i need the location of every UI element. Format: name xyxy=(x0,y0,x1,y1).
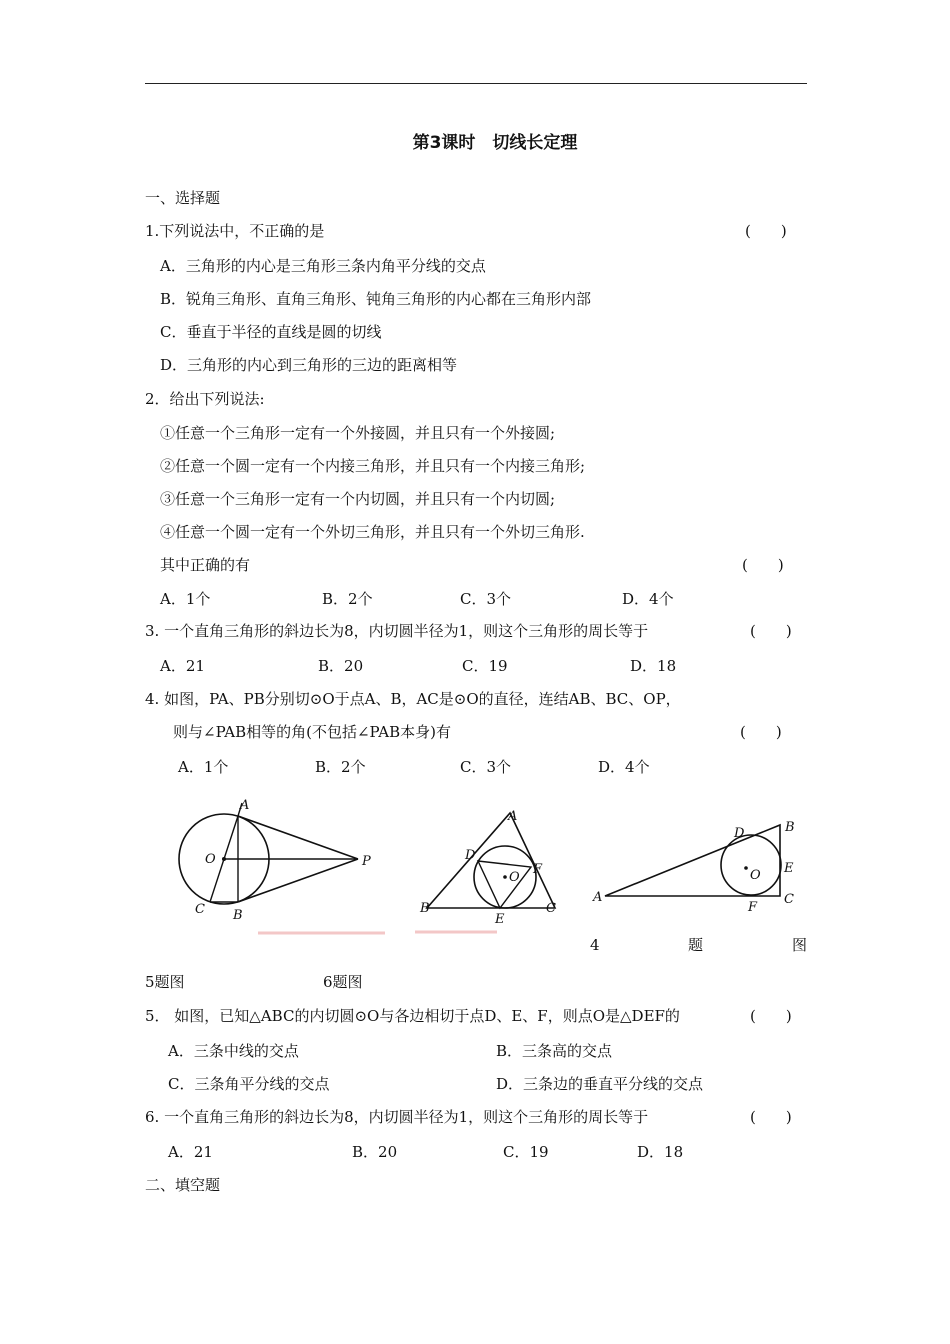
label-o: O xyxy=(509,870,520,885)
q6-answer-paren: ( ) xyxy=(750,1108,792,1126)
q3-stem: 3. 一个直角三角形的斜边长为8，内切圆半径为1，则这个三角形的周长等于 xyxy=(145,622,649,640)
label-b: B xyxy=(785,820,795,835)
q6-option-a: A．21 xyxy=(168,1143,213,1161)
label-e: E xyxy=(784,861,794,876)
q4-stem-line1: 4. 如图，PA、PB分别切⊙O于点A、B，AC是⊙O的直径，连结AB、BC、OP， xyxy=(145,690,681,708)
q2-option-d: D．4个 xyxy=(622,590,674,608)
q3-option-b: B．20 xyxy=(318,657,364,675)
caption-4-ti: 题 xyxy=(688,936,704,954)
figure-right-triangle-incircle xyxy=(588,815,808,915)
q6-option-b: B．20 xyxy=(352,1143,398,1161)
q1-option-b: B．锐角三角形、直角三角形、钝角三角形的内心都在三角形内部 xyxy=(160,290,592,308)
caption-4-num: 4 xyxy=(590,936,600,954)
q1-option-c: C．垂直于半径的直线是圆的切线 xyxy=(160,323,382,341)
header-rule xyxy=(145,83,807,84)
q5-stem: 5． 如图，已知△ABC的内切圆⊙O与各边相切于点D、E、F，则点O是△DEF的 xyxy=(145,1007,680,1025)
label-p: P xyxy=(362,854,371,869)
q2-option-a: A．1个 xyxy=(160,590,211,608)
q4-option-d: D．4个 xyxy=(598,758,650,776)
caption-5: 5题图 xyxy=(145,973,185,991)
label-e: E xyxy=(495,912,505,927)
q4-answer-paren: ( ) xyxy=(740,723,782,741)
label-o: O xyxy=(750,868,761,883)
lesson-title: 第3课时 切线长定理 xyxy=(412,133,578,153)
q6-option-c: C．19 xyxy=(503,1143,549,1161)
label-d: D xyxy=(465,848,476,863)
q4-option-c: C．3个 xyxy=(460,758,512,776)
q2-statement-4: ④任意一个圆一定有一个外切三角形，并且只有一个外切三角形. xyxy=(160,523,585,541)
label-c: C xyxy=(784,892,794,907)
label-f: F xyxy=(748,900,758,915)
q1-answer-paren: ( ) xyxy=(745,222,787,240)
center-dot xyxy=(222,857,226,861)
q5-option-b: B．三条高的交点 xyxy=(496,1042,613,1060)
q2-statement-1: ①任意一个三角形一定有一个外接圆，并且只有一个外接圆; xyxy=(160,424,556,442)
q2-answer-paren: ( ) xyxy=(742,556,784,574)
q2-stem: 2．给出下列说法: xyxy=(145,390,265,408)
tangent-pb xyxy=(238,859,358,902)
caption-6: 6题图 xyxy=(323,973,363,991)
section-heading-choice: 一、选择题 xyxy=(145,189,221,207)
label-o: O xyxy=(205,852,216,867)
q5-option-c: C．三条角平分线的交点 xyxy=(168,1075,330,1093)
tangent-pa xyxy=(238,816,358,859)
q3-option-a: A．21 xyxy=(160,657,205,675)
center-dot xyxy=(744,866,748,870)
q3-answer-paren: ( ) xyxy=(750,622,792,640)
q3-option-c: C．19 xyxy=(462,657,508,675)
figure-incircle-triangle xyxy=(415,805,575,935)
q1-stem: 1.下列说法中，不正确的是 xyxy=(145,222,325,240)
label-c: C xyxy=(195,902,205,917)
label-d: D xyxy=(734,826,745,841)
q6-stem: 6. 一个直角三角形的斜边长为8，内切圆半径为1，则这个三角形的周长等于 xyxy=(145,1108,649,1126)
q4-option-b: B．2个 xyxy=(315,758,366,776)
section-heading-fill: 二、填空题 xyxy=(145,1176,221,1194)
label-b: B xyxy=(420,901,430,916)
q2-ask: 其中正确的有 xyxy=(160,556,251,574)
q2-option-b: B．2个 xyxy=(322,590,373,608)
q1-option-d: D．三角形的内心到三角形的三边的距离相等 xyxy=(160,356,458,374)
incircle xyxy=(721,835,781,895)
figure-tangent-lengths xyxy=(170,795,390,940)
q6-option-d: D．18 xyxy=(637,1143,684,1161)
label-a: A xyxy=(240,798,250,813)
q4-stem-line2: 则与∠PAB相等的角(不包括∠PAB本身)有 xyxy=(173,723,451,741)
incenter-dot xyxy=(503,875,507,879)
q5-option-d: D．三条边的垂直平分线的交点 xyxy=(496,1075,704,1093)
label-c: C xyxy=(546,901,556,916)
triangle-abc xyxy=(427,813,555,908)
label-f: F xyxy=(533,862,543,877)
q2-option-c: C．3个 xyxy=(460,590,512,608)
caption-4-tu: 图 xyxy=(792,936,808,954)
q1-option-a: A．三角形的内心是三角形三条内角平分线的交点 xyxy=(160,257,486,275)
label-a: A xyxy=(508,809,518,824)
q5-answer-paren: ( ) xyxy=(750,1007,792,1025)
q5-option-a: A．三条中线的交点 xyxy=(168,1042,299,1060)
label-b: B xyxy=(233,908,243,923)
q3-option-d: D．18 xyxy=(630,657,677,675)
q4-option-a: A．1个 xyxy=(178,758,229,776)
label-a: A xyxy=(593,890,603,905)
q2-statement-3: ③任意一个三角形一定有一个内切圆，并且只有一个内切圆; xyxy=(160,490,556,508)
q2-statement-2: ②任意一个圆一定有一个内接三角形，并且只有一个内接三角形; xyxy=(160,457,586,475)
